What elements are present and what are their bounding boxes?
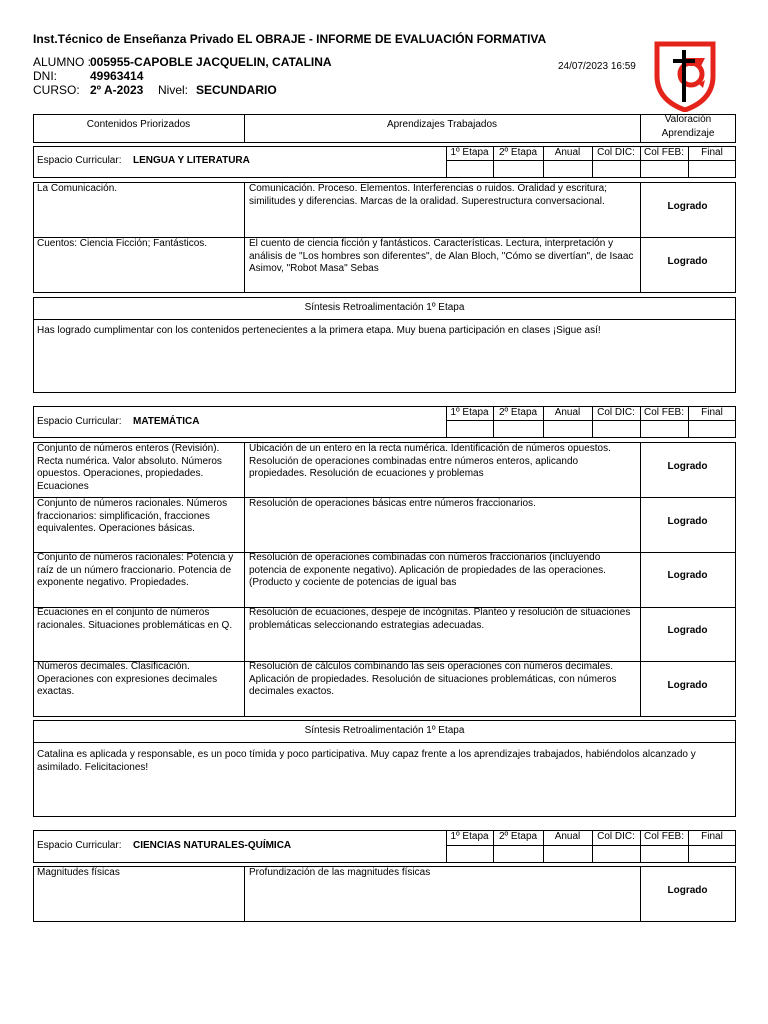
table-row-contenido: La Comunicación. xyxy=(37,183,118,194)
col-etapa2: 2º Etapa xyxy=(498,147,538,158)
header-contenidos: Contenidos Priorizados xyxy=(86,119,191,130)
table-row-valoracion: Logrado xyxy=(667,461,708,472)
alumno-label: ALUMNO : xyxy=(33,55,92,69)
table-row-contenido: Ecuaciones en el conjunto de números racionales. Situaciones problemáticas en Q. xyxy=(37,607,233,631)
table-row-contenido: Cuentos: Ciencia Ficción; Fantásticos. xyxy=(37,238,208,249)
table-row-contenido: Conjunto de números racionales. Números fraccionarios: simplificación, fracciones equivalentes. Operaciones básicas. xyxy=(37,498,228,534)
col-dic: Col DIC: xyxy=(597,831,635,842)
table-row-valoracion: Logrado xyxy=(667,885,708,896)
header-aprendizajes: Aprendizajes Trabajados xyxy=(386,119,498,130)
col-etapa2: 2º Etapa xyxy=(498,831,538,842)
col-dic: Col DIC: xyxy=(597,407,635,418)
table-row-aprendizaje: Comunicación. Proceso. Elementos. Interferencias o ruidos. Oralidad y escritura; similitudes y diferencias. Marcas de la oralidad. Superestructura conversacional. xyxy=(249,183,607,207)
col-dic: Col DIC: xyxy=(597,147,635,158)
table-row-valoracion: Logrado xyxy=(667,516,708,527)
col-feb: Col FEB: xyxy=(643,407,684,418)
col-final: Final xyxy=(701,147,723,158)
col-anual: Anual xyxy=(554,831,581,842)
dni-label: DNI: xyxy=(33,69,57,83)
col-etapa1: 1º Etapa xyxy=(450,831,489,842)
report-title: Inst.Técnico de Enseñanza Privado EL OBRAJE - INFORME DE EVALUACIÓN FORMATIVA xyxy=(33,32,547,46)
table-row-valoracion: Logrado xyxy=(667,201,708,212)
col-etapa1: 1º Etapa xyxy=(450,147,489,158)
col-feb: Col FEB: xyxy=(643,831,684,842)
nivel-value: SECUNDARIO xyxy=(196,83,277,97)
synth-title: Síntesis Retroalimentación 1º Etapa xyxy=(304,302,465,313)
dni-value: 49963414 xyxy=(90,69,144,83)
timestamp: 24/07/2023 16:59 xyxy=(558,61,636,72)
table-row-valoracion: Logrado xyxy=(667,256,708,267)
espacio-label: Espacio Curricular: xyxy=(37,416,122,427)
school-shield-icon xyxy=(653,40,717,112)
espacio-matematica-name: MATEMÁTICA xyxy=(133,416,200,427)
synth-text: Has logrado cumplimentar con los contenidos pertenecientes a la primera etapa. Muy buena participación en clases ¡Sigue así! xyxy=(37,325,601,336)
col-final: Final xyxy=(701,407,723,418)
curso-label: CURSO: xyxy=(33,83,80,97)
table-row-aprendizaje: Resolución de operaciones combinadas con números fraccionarios (incluyendo potencia de exponente negativo). Aplicación de propiedades de las operaciones. (Producto y cociente de potencias de igual bas xyxy=(249,552,606,588)
col-feb: Col FEB: xyxy=(643,147,684,158)
table-row-contenido: Números decimales. Clasificación. Operaciones con expresiones decimales exactas. xyxy=(37,661,218,697)
curso-value: 2º A-2023 xyxy=(90,83,144,97)
header-valoracion-1: Valoración xyxy=(664,114,712,125)
table-row-contenido: Conjunto de números enteros (Revisión). Recta numérica. Valor absoluto. Números opuestos. Operaciones, propiedades. Ecuaciones xyxy=(37,443,222,492)
col-etapa1: 1º Etapa xyxy=(450,407,489,418)
espacio-label: Espacio Curricular: xyxy=(37,840,122,851)
espacio-label: Espacio Curricular: xyxy=(37,155,122,166)
table-row-aprendizaje: Ubicación de un entero en la recta numérica. Identificación de números opuestos. Resolución de operaciones combinadas entre números enteros, aplicando propiedades. Resolución de ecuaciones y problemas xyxy=(249,443,611,479)
table-row-valoracion: Logrado xyxy=(667,570,708,581)
nivel-label: Nivel: xyxy=(158,83,189,97)
table-row-aprendizaje: Resolución de cálculos combinando las seis operaciones con números decimales. Aplicación de propiedades. Resolución de situaciones problemáticas, con números decimales exactos. xyxy=(249,661,617,697)
espacio-ciencias-name: CIENCIAS NATURALES-QUÍMICA xyxy=(133,840,292,851)
col-etapa2: 2º Etapa xyxy=(498,407,538,418)
table-row-aprendizaje: Profundización de las magnitudes físicas xyxy=(249,867,431,878)
table-row-aprendizaje: Resolución de ecuaciones, despeje de incógnitas. Planteo y resolución de situaciones problemáticas seleccionando estrategias adecuadas. xyxy=(249,607,631,631)
table-row-contenido: Conjunto de números racionales: Potencia y raíz de un número fraccionario. Potencia de exponente negativo. Propiedades. xyxy=(37,552,234,588)
synth-text: Catalina es aplicada y responsable, es un poco tímida y poco participativa. Muy capaz frente a los aprendizajes trabajados, habiéndolos alcanzado y asimilado. Felicitaciones! xyxy=(37,749,696,773)
synth-title: Síntesis Retroalimentación 1º Etapa xyxy=(304,725,465,736)
header-valoracion xyxy=(640,114,736,140)
col-final: Final xyxy=(701,831,723,842)
table-row-valoracion: Logrado xyxy=(667,625,708,636)
table-row-valoracion: Logrado xyxy=(667,680,708,691)
col-anual: Anual xyxy=(554,407,581,418)
table-row-aprendizaje: Resolución de operaciones básicas entre números fraccionarios. xyxy=(249,498,536,509)
table-row-aprendizaje: El cuento de ciencia ficción y fantásticos. Características. Lectura, interpretación y análisis de "Los hombres son diferentes", de Alan Bloch, "Cómo se divertían", de Isaac Asimov, "Robot Masa" Sebas xyxy=(249,238,634,274)
header-valoracion-2: Aprendizaje xyxy=(661,127,715,139)
table-row-contenido: Magnitudes físicas xyxy=(37,867,120,878)
alumno-value: 005955-CAPOBLE JACQUELIN, CATALINA xyxy=(90,55,332,69)
col-anual: Anual xyxy=(554,147,581,158)
espacio-lengua-name: LENGUA Y LITERATURA xyxy=(133,155,250,166)
